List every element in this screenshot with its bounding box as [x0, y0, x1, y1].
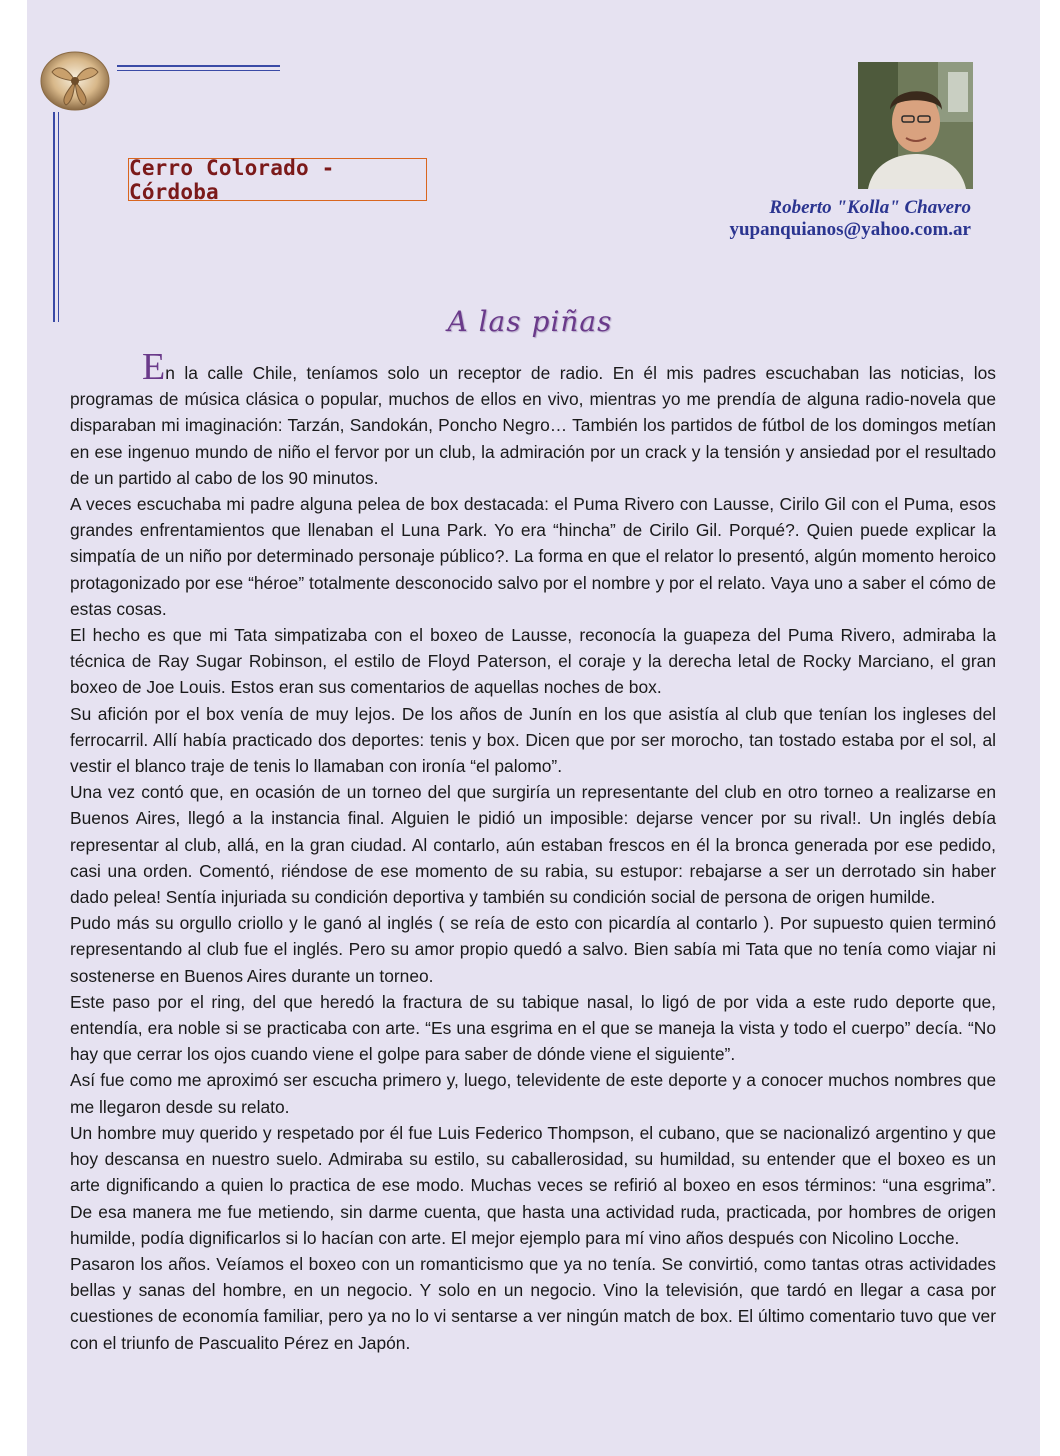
- location-label: Cerro Colorado - Córdoba: [128, 158, 427, 201]
- paragraph: Así fue como me aproximó ser escucha primero y, luego, televidente de este deporte y a conocer muchos nombres que me llegaron desde su relato.: [70, 1070, 996, 1117]
- drop-cap: E: [142, 346, 166, 388]
- paragraph: En la calle Chile, teníamos solo un receptor de radio. En él mis padres escuchaban las noticias, los programas de música clásica o popular, muchos de ellos en vivo, mientras yo me prendía de alguna radio-novela que disparaban mi imaginación: Tarzán, Sandokán, Poncho Negro… También los partidos de fútbol de los domingos metían en ese ingenuo mundo de niño el fervor por un club, la admiración por un crack y la tensión y ansiedad por el resultado de un partido al cabo de los 90 minutos.: [70, 346, 996, 488]
- paragraph: Su afición por el box venía de muy lejos. De los años de Junín en los que asistía al club que tenían los ingleses del ferrocarril. Allí había practicado dos deportes: tenis y box. Dicen que por ser morocho, tan tostado estaba por el sol, al vestir el blanco traje de tenis lo llamaban con ironía “el palomo”.: [70, 703, 996, 777]
- paragraph: Un hombre muy querido y respetado por él fue Luis Federico Thompson, el cubano, que se nacionalizó argentino y que hoy descansa en nuestro suelo. Admiraba su estilo, su caballerosidad, su humildad, su entender que el boxeo es un arte dignificando a quien lo practica de ese modo. Muchas veces se refirió al boxeo en esos términos: “una esgrima”. De esa manera me fue metiendo, sin darme cuenta, que hasta una actividad ruda, practicada, por hombres de origen humilde, podía dignificarlos si lo hacían con arte. El mejor ejemplo para mí vino años después con Nicolino Locche.: [70, 1122, 996, 1248]
- paragraph: A veces escuchaba mi padre alguna pelea de box destacada: el Puma Rivero con Lausse, Cirilo Gil con el Puma, esos grandes enfrentamientos que llenaban el Luna Park. Yo era “hincha” de Cirilo Gil. Porqué?. Quien puede explicar la simpatía de un niño por determinado personaje público?. La forma en que el relator lo presentó, algún momento heroico protagonizado por ese “héroe” totalmente desconocido salvo por el nombre y por el relato. Vaya uno a saber el cómo de estas cosas.: [70, 494, 996, 619]
- flower-shell-icon: [38, 50, 112, 112]
- decorative-line: [53, 112, 55, 322]
- author-name: Roberto "Kolla" Chavero: [769, 197, 971, 218]
- paragraph: Una vez contó que, en ocasión de un torneo del que surgiría un representante del club en otro torneo a realizarse en Buenos Aires, llegó a la instancia final. Alguien le pidió un imposible: dejarse vencer por su rival!. Un inglés debía representar al club, allá, en la gran ciudad. Al contarlo, aún estaban frescos en él la bronca generada por ese pedido, casi una orden. Comentó, riéndose de ese momento de su rabia, su estupor: rebajarse a ser un derrotado sin haber dado pelea! Sentía injuriada su condición deportiva y también su condición social de persona de origen humilde.: [70, 782, 996, 908]
- paragraph: Este paso por el ring, del que heredó la fractura de su tabique nasal, lo ligó de por vida a este rudo deporte que, entendía, era noble si se practicaba con arte. “Es una esgrima en el que se maneja la vista y todo el cuerpo” decía. “No hay que cerrar los ojos cuando viene el golpe para saber de dónde viene el siguiente”.: [70, 991, 996, 1065]
- article-title: A las piñas: [447, 305, 613, 338]
- decorative-line: [117, 70, 280, 71]
- author-email[interactable]: yupanquianos@yahoo.com.ar: [729, 219, 971, 240]
- article-body: [70, 346, 996, 1356]
- paragraph: Pasaron los años. Veíamos el boxeo con un romanticismo que ya no tenía. Se convirtió, como tantas otras actividades bellas y sanas del hombre, en un negocio. Y solo en un negocio. Vino la televisión, que tardó en llegar a casa por cuestiones de economía familiar, pero ya no lo vi sentarse a ver ningún match de box. El último comentario tuvo que ver con el triunfo de Pascualito Pérez en Japón.: [70, 1253, 996, 1353]
- author-portrait: [858, 62, 973, 189]
- decorative-line: [58, 112, 59, 322]
- decorative-line: [117, 65, 280, 67]
- paragraph: El hecho es que mi Tata simpatizaba con el boxeo de Lausse, reconocía la guapeza del Puma Rivero, admiraba la técnica de Ray Sugar Robinson, el estilo de Floyd Paterson, el coraje y la derecha letal de Rocky Marciano, el gran boxeo de Joe Louis. Estos eran sus comentarios de aquellas noches de box.: [70, 625, 996, 698]
- paragraph: Pudo más su orgullo criollo y le ganó al inglés ( se reía de esto con picardía al contarlo ). Por supuesto quien terminó representando al club fue el inglés. Pero su amor propio quedó a salvo. Bien sabía mi Tata que no tenía como viajar ni sostenerse en Buenos Aires durante un torneo.: [70, 913, 996, 986]
